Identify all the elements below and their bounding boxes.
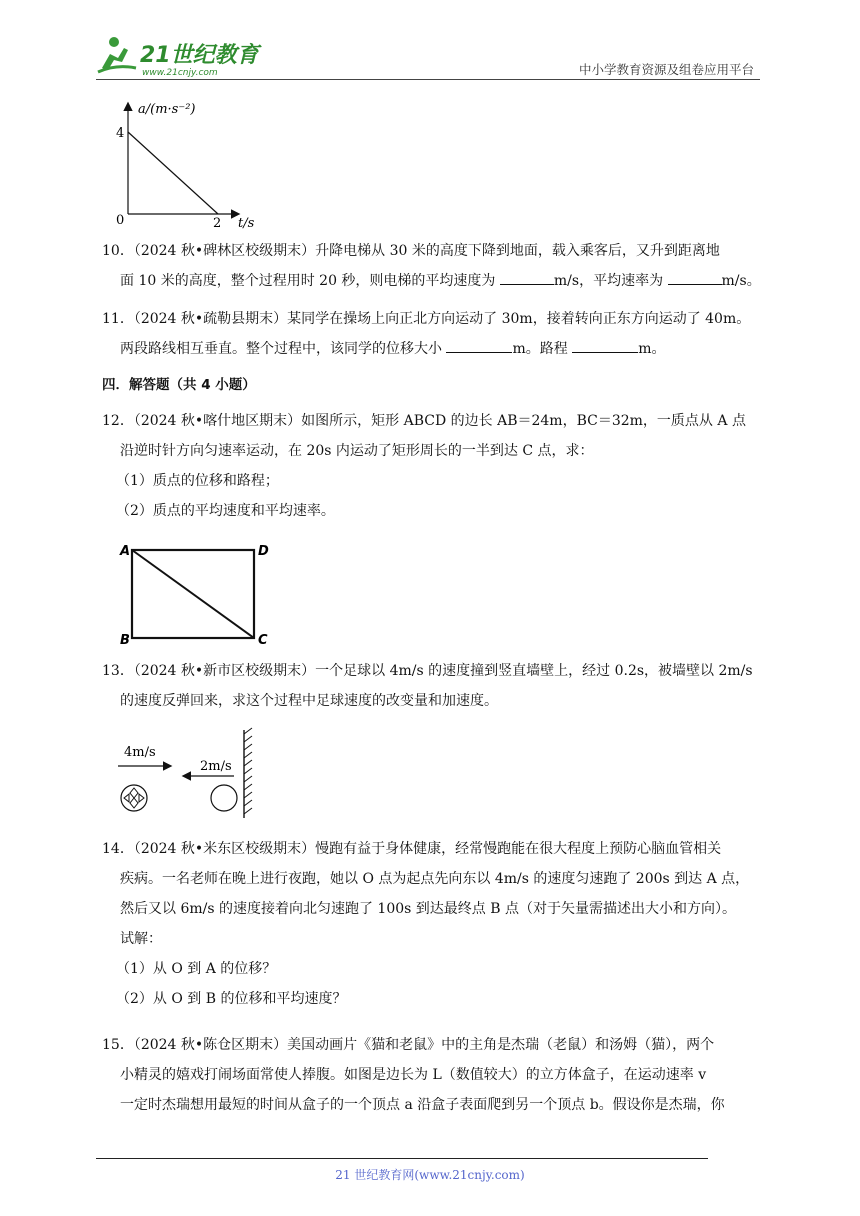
- q11-line2: 两段路线相互垂直。整个过程中，该同学的位移大小 m。路程 m。: [102, 334, 766, 364]
- question-15: [102, 1030, 766, 1120]
- x-axis-label: t/s: [238, 216, 255, 231]
- platform-name: 中小学教育资源及组卷应用平台: [578, 62, 754, 77]
- question-10: [102, 236, 766, 296]
- q12-sub1: （1）质点的位移和路程；: [116, 473, 279, 489]
- q14-line1: 14．（2024 秋•米东区校级期末）慢跑有益于身体健康，经常慢跑能在很大程度上预防心脑血管相关: [102, 841, 722, 857]
- svg-text:www.21cnjy.com: www.21cnjy.com: [142, 68, 218, 78]
- q15-line3: 一定时杰瑞想用最短的时间从盒子的一个顶点 a 沿盒子表面爬到另一个顶点 b。假设你是杰瑞，你: [120, 1097, 725, 1113]
- rectangle-abcd-figure: [118, 538, 278, 650]
- section-heading: 四．解答题（共 4 小题）: [102, 377, 256, 393]
- runner-icon: [98, 37, 136, 72]
- q12-sub2: （2）质点的平均速度和平均速率。: [116, 503, 335, 519]
- q15-line1: 15．（2024 秋•陈仓区期末）美国动画片《猫和老鼠》中的主角是杰瑞（老鼠）和汤姆（猫），两个: [102, 1037, 715, 1053]
- page-header: [96, 30, 760, 80]
- q10-line2: 面 10 米的高度，整个过程用时 20 秒，则电梯的平均速度为 m/s，平均速率为 m/s。: [102, 266, 766, 296]
- q11-line1: 11．（2024 秋•疏勒县期末）某同学在操场上向正北方向运动了 30m，接着转向正东方向运动了 40m。: [102, 311, 751, 327]
- wall-icon: [244, 728, 252, 818]
- answer-blank[interactable]: [572, 336, 638, 353]
- q13-line1: 13．（2024 秋•新市区校级期末）一个足球以 4m/s 的速度撞到竖直墙壁上，经过 0.2s，被墙壁以 2m/s: [102, 663, 753, 679]
- q14-sub1: （1）从 O 到 A 的位移？: [116, 961, 277, 977]
- y-axis-label: a/(m·s⁻²): [138, 102, 196, 117]
- rebound-speed-label: 2m/s: [200, 759, 232, 774]
- acceleration-time-graph: [110, 96, 280, 232]
- ball-after-icon: [211, 785, 237, 811]
- football-icon: [121, 785, 147, 811]
- answer-blank[interactable]: [446, 336, 512, 353]
- q14-sub2: （2）从 O 到 B 的位移和平均速度？: [116, 991, 347, 1007]
- header-divider: [96, 79, 760, 80]
- y-tick-label: 4: [116, 126, 125, 141]
- vertex-a-label: A: [120, 544, 131, 559]
- q14-line4: 试解：: [120, 931, 162, 947]
- q12-line2: 沿逆时针方向匀速率运动，在 20s 内运动了矩形周长的一半到达 C 点，求：: [120, 443, 594, 459]
- q14-line3: 然后又以 6m/s 的速度接着向北匀速跑了 100s 到达最终点 B 点（对于矢量需描述出大小和方向）。: [120, 901, 736, 917]
- question-13: [102, 656, 766, 716]
- svg-text:21世纪教育: 21世纪教育: [140, 43, 259, 68]
- answer-blank[interactable]: [668, 268, 722, 285]
- question-12: [102, 406, 766, 526]
- q12-line1: 12．（2024 秋•喀什地区期末）如图所示，矩形 ABCD 的边长 AB＝24m，BC＝32m，一质点从 A 点: [102, 413, 746, 429]
- q15-line2: 小精灵的嬉戏打闹场面常使人捧腹。如图是边长为 L（数值较大）的立方体盒子，在运动速率 v: [120, 1067, 707, 1083]
- incoming-speed-label: 4m/s: [124, 745, 156, 760]
- q13-line2: 的速度反弹回来，求这个过程中足球速度的改变量和加速度。: [120, 693, 498, 709]
- q10-line1: 10．（2024 秋•碑林区校级期末）升降电梯从 30 米的高度下降到地面，载入乘客后，又升到距离地: [102, 243, 720, 259]
- origin-label: 0: [116, 213, 125, 228]
- question-11: [102, 304, 766, 364]
- graph-line: [128, 132, 218, 214]
- vertex-b-label: B: [120, 633, 130, 648]
- vertex-d-label: D: [258, 544, 269, 559]
- vertex-c-label: C: [258, 633, 268, 648]
- site-logo: [96, 34, 266, 78]
- answer-blank[interactable]: [500, 268, 554, 285]
- ball-wall-figure: [110, 726, 270, 822]
- question-14: [102, 834, 766, 1014]
- x-tick-label: 2: [213, 216, 222, 231]
- q14-line2: 疾病。一名老师在晚上进行夜跑，她以 O 点为起点先向东以 4m/s 的速度匀速跑了 200s 到达 A 点，: [120, 871, 750, 887]
- footer-text[interactable]: 21 世纪教育网(www.21cnjy.com): [335, 1168, 525, 1182]
- footer-divider: [96, 1158, 708, 1159]
